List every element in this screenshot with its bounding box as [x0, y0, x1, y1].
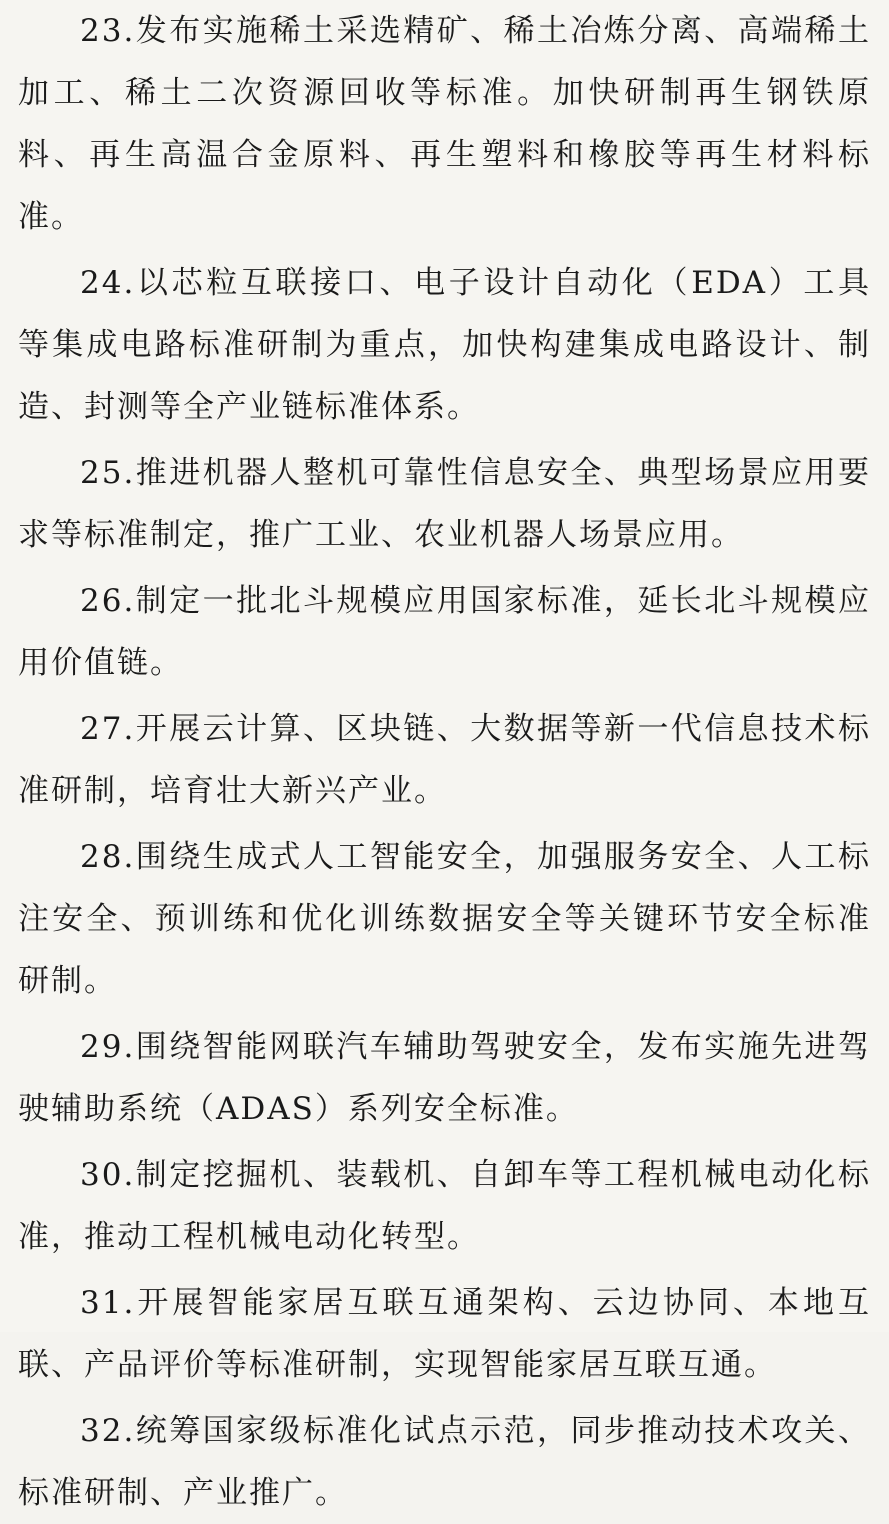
item-text: 推进机器人整机可靠性信息安全、典型场景应用要求等标准制定，推广工业、农业机器人场景应用。: [18, 455, 871, 553]
item-text: 开展智能家居互联互通架构、云边协同、本地互联、产品评价等标准研制，实现智能家居互联互通。: [18, 1285, 871, 1383]
item-text: 制定挖掘机、装载机、自卸车等工程机械电动化标准，推动工程机械电动化转型。: [18, 1157, 871, 1255]
list-item-30: [18, 1144, 871, 1268]
item-number: 24.: [80, 265, 136, 301]
item-number: 26.: [80, 583, 136, 619]
list-item-25: [18, 442, 871, 566]
item-text: 围绕智能网联汽车辅助驾驶安全，发布实施先进驾驶辅助系统（ADAS）系列安全标准。: [18, 1029, 871, 1127]
item-number: 25.: [80, 455, 136, 491]
item-number: 23.: [80, 13, 136, 49]
item-number: 28.: [80, 839, 136, 875]
item-text: 统筹国家级标准化试点示范，同步推动技术攻关、标准研制、产业推广。: [18, 1413, 871, 1511]
item-number: 29.: [80, 1029, 136, 1065]
item-text: 围绕生成式人工智能安全，加强服务安全、人工标注安全、预训练和优化训练数据安全等关键环节安全标准研制。: [18, 839, 871, 999]
item-number: 32.: [80, 1413, 136, 1449]
item-number: 30.: [80, 1157, 136, 1193]
list-item-31: [18, 1272, 871, 1396]
list-item-24: [18, 252, 871, 438]
list-item-27: [18, 698, 871, 822]
list-item-28: [18, 826, 871, 1012]
list-item-26: [18, 570, 871, 694]
list-item-29: [18, 1016, 871, 1140]
list-item-32: [18, 1400, 871, 1524]
item-text: 以芯粒互联接口、电子设计自动化（EDA）工具等集成电路标准研制为重点，加快构建集成电路设计、制造、封测等全产业链标准体系。: [18, 265, 871, 425]
item-number: 31.: [80, 1285, 136, 1321]
item-text: 制定一批北斗规模应用国家标准，延长北斗规模应用价值链。: [18, 583, 871, 681]
item-number: 27.: [80, 711, 136, 747]
item-text: 开展云计算、区块链、大数据等新一代信息技术标准研制，培育壮大新兴产业。: [18, 711, 871, 809]
list-item-23: [18, 0, 871, 248]
item-text: 发布实施稀土采选精矿、稀土冶炼分离、高端稀土加工、稀土二次资源回收等标准。加快研制再生钢铁原料、再生高温合金原料、再生塑料和橡胶等再生材料标准。: [18, 13, 871, 235]
